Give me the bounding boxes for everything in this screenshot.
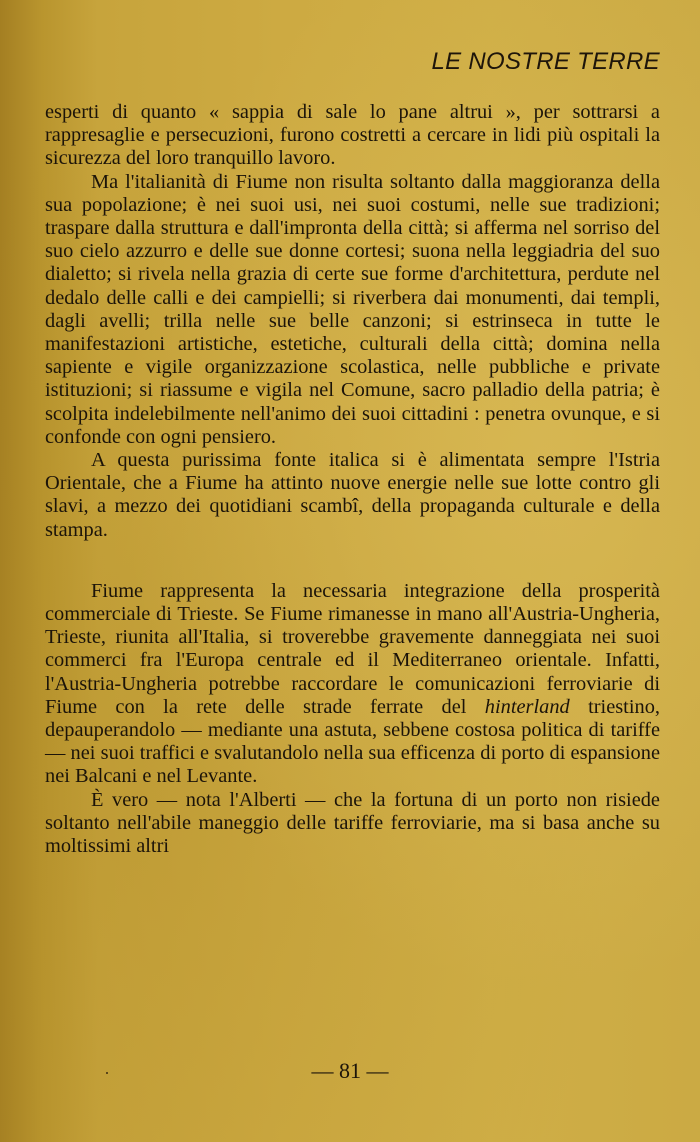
page-number: — 81 —	[311, 1058, 389, 1083]
paragraph-trieste-head: Fiume rappresenta la necessaria integrazione della prosperità commerciale di Trieste. Se Fiume rimanesse in mano all'Austria-Ungheria, Trieste, riunita all'Italia, si troverebbe gravemente danneggiata nei suoi commerci fra l'Europa centrale ed il Mediterraneo orientale. Infatti, l'Austria-Ungheria potrebbe raccordare le comunicazioni ferroviarie di Fiume con la rete delle strade ferrate del	[45, 579, 660, 718]
paragraph-istria: A questa purissima fonte italica si è alimentata sempre l'Istria Orientale, che a Fiume ha attinto nuove energie nelle sue lotte contro gli slavi, a mezzo dei quotidiani scambî, della propaganda culturale e della stampa.	[45, 449, 660, 541]
running-head: LE NOSTRE TERRE	[431, 48, 660, 75]
paragraph-continued: esperti di quanto « sappia di sale lo pane altrui », per sottrarsi a rappresaglie e persecuzioni, furono costretti a cercare in lidi più ospitali la sicurezza del loro tranquillo lavoro.	[45, 101, 660, 170]
italic-term: hinterland	[484, 695, 570, 718]
paragraph-italianita: Ma l'italianità di Fiume non risulta soltanto dalla maggioranza della sua popolazione; è nei suoi usi, nei suoi costumi, nelle sue tradizioni; traspare dalla struttura e dall'impronta della città; si afferma nel sorriso del suo cielo azzurro e delle sue donne cortesi; suona nella leggiadria del suo dialetto; si rivela nella grazia di certe sue forme d'architettura, perdute nel dedalo delle calli e dei campielli; si riverbera dai monumenti, dai templi, dagli avelli; trilla nelle sue belle canzoni; si estrinseca in tutte le manifestazioni artistiche, estetiche, culturali della città; domina nella sapiente e vigile organizzazione scolastica, nelle pubbliche e private istituzioni; si riassume e vigila nel Comune, sacro palladio della patria; è scolpita indelebilmente nell'animo dei suoi cittadini : penetra ovunque, e si confonde con ogni pensiero.	[45, 170, 660, 448]
paragraph-alberti: È vero — nota l'Alberti — che la fortuna di un porto non risiede soltanto nell'abile maneggio delle tariffe ferroviarie, ma si basa anche su moltissimi altri	[45, 788, 660, 858]
body-text	[45, 101, 660, 858]
paragraph-trieste-tail: triestino, depauperandolo — mediante una astuta, sebbene costosa politica di tariffe — nei suoi traffici e svalutandolo nella sua efficenza di porto di espansione nei Balcani e nel Levante.	[45, 695, 661, 788]
paragraph-trieste	[45, 580, 660, 789]
section-break	[45, 542, 660, 580]
paper-speck	[106, 1072, 108, 1074]
